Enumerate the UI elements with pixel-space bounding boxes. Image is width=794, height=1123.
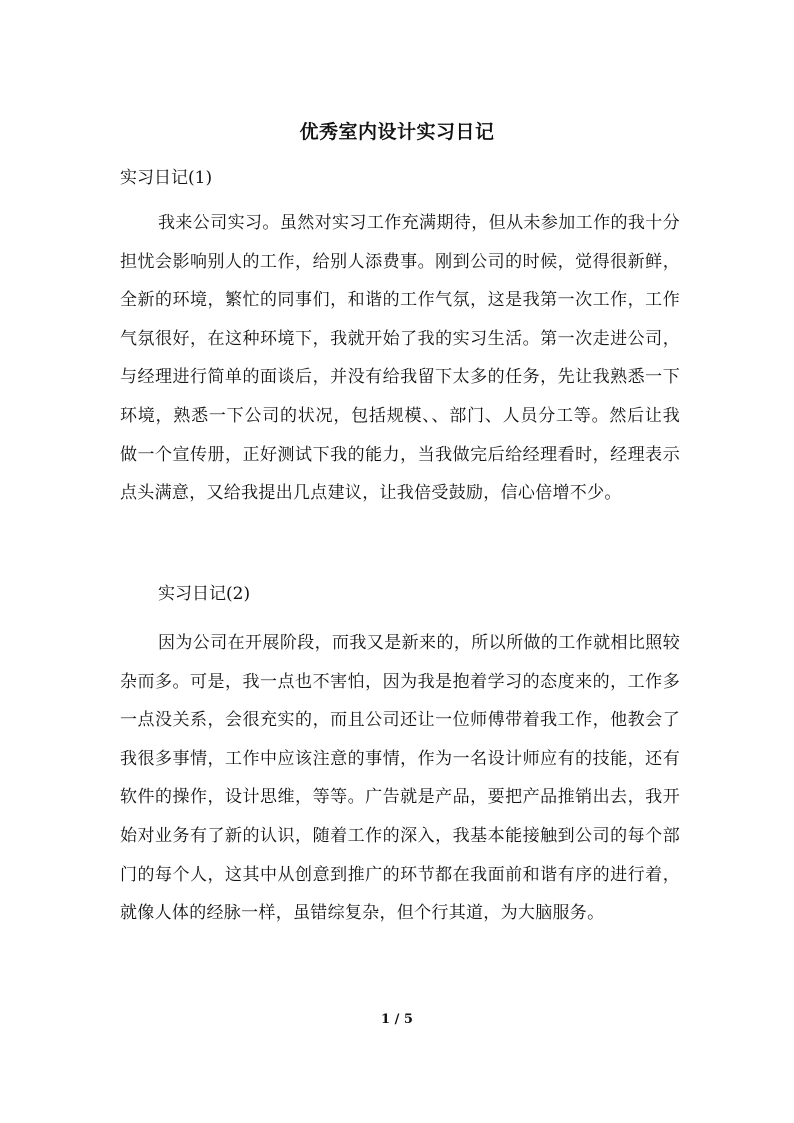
document-title: 优秀室内设计实习日记: [299, 121, 495, 143]
entry-1-body: 我来公司实习。虽然对实习工作充满期待，但从未参加工作的我十分担忧会影响别人的工作，给别人添费事。刚到公司的时候，觉得很新鲜，全新的环境，繁忙的同事们，和谐的工作气氛，这是我第一次工作，工作气氛很好，在这种环境下，我就开始了我的实习生活。第一次走进公司，与经理进行简单的面谈后，并没有给我留下太多的任务，先让我熟悉一下环境，熟悉一下公司的状况，包括规模、、部门、人员分工等。然后让我做一个宣传册，正好测试下我的能力，当我做完后给经理看时，经理表示点头满意，又给我提出几点建议，让我倍受鼓励，信心倍增不少。: [120, 213, 680, 504]
entry-2-heading: 实习日记(2): [158, 584, 251, 604]
page-number: 1 / 5: [381, 1012, 413, 1027]
entry-1-heading: 实习日记(1): [120, 168, 213, 188]
entry-2-body: 因为公司在开展阶段，而我又是新来的，所以所做的工作就相比照较杂而多。可是，我一点也不害怕，因为我是抱着学习的态度来的，工作多一点没关系，会很充实的，而且公司还让一位师傅带着我工作，他教会了我很多事情，工作中应该注意的事情，作为一名设计师应有的技能，还有软件的操作，设计思维，等等。广告就是产品，要把产品推销出去，我开始对业务有了新的认识，随着工作的深入，我基本能接触到公司的每个部门的每个人，这其中从创意到推广的环节都在我面前和谐有序的进行着，就像人体的经脉一样，虽错综复杂，但个行其道，为大脑服务。: [120, 633, 680, 924]
